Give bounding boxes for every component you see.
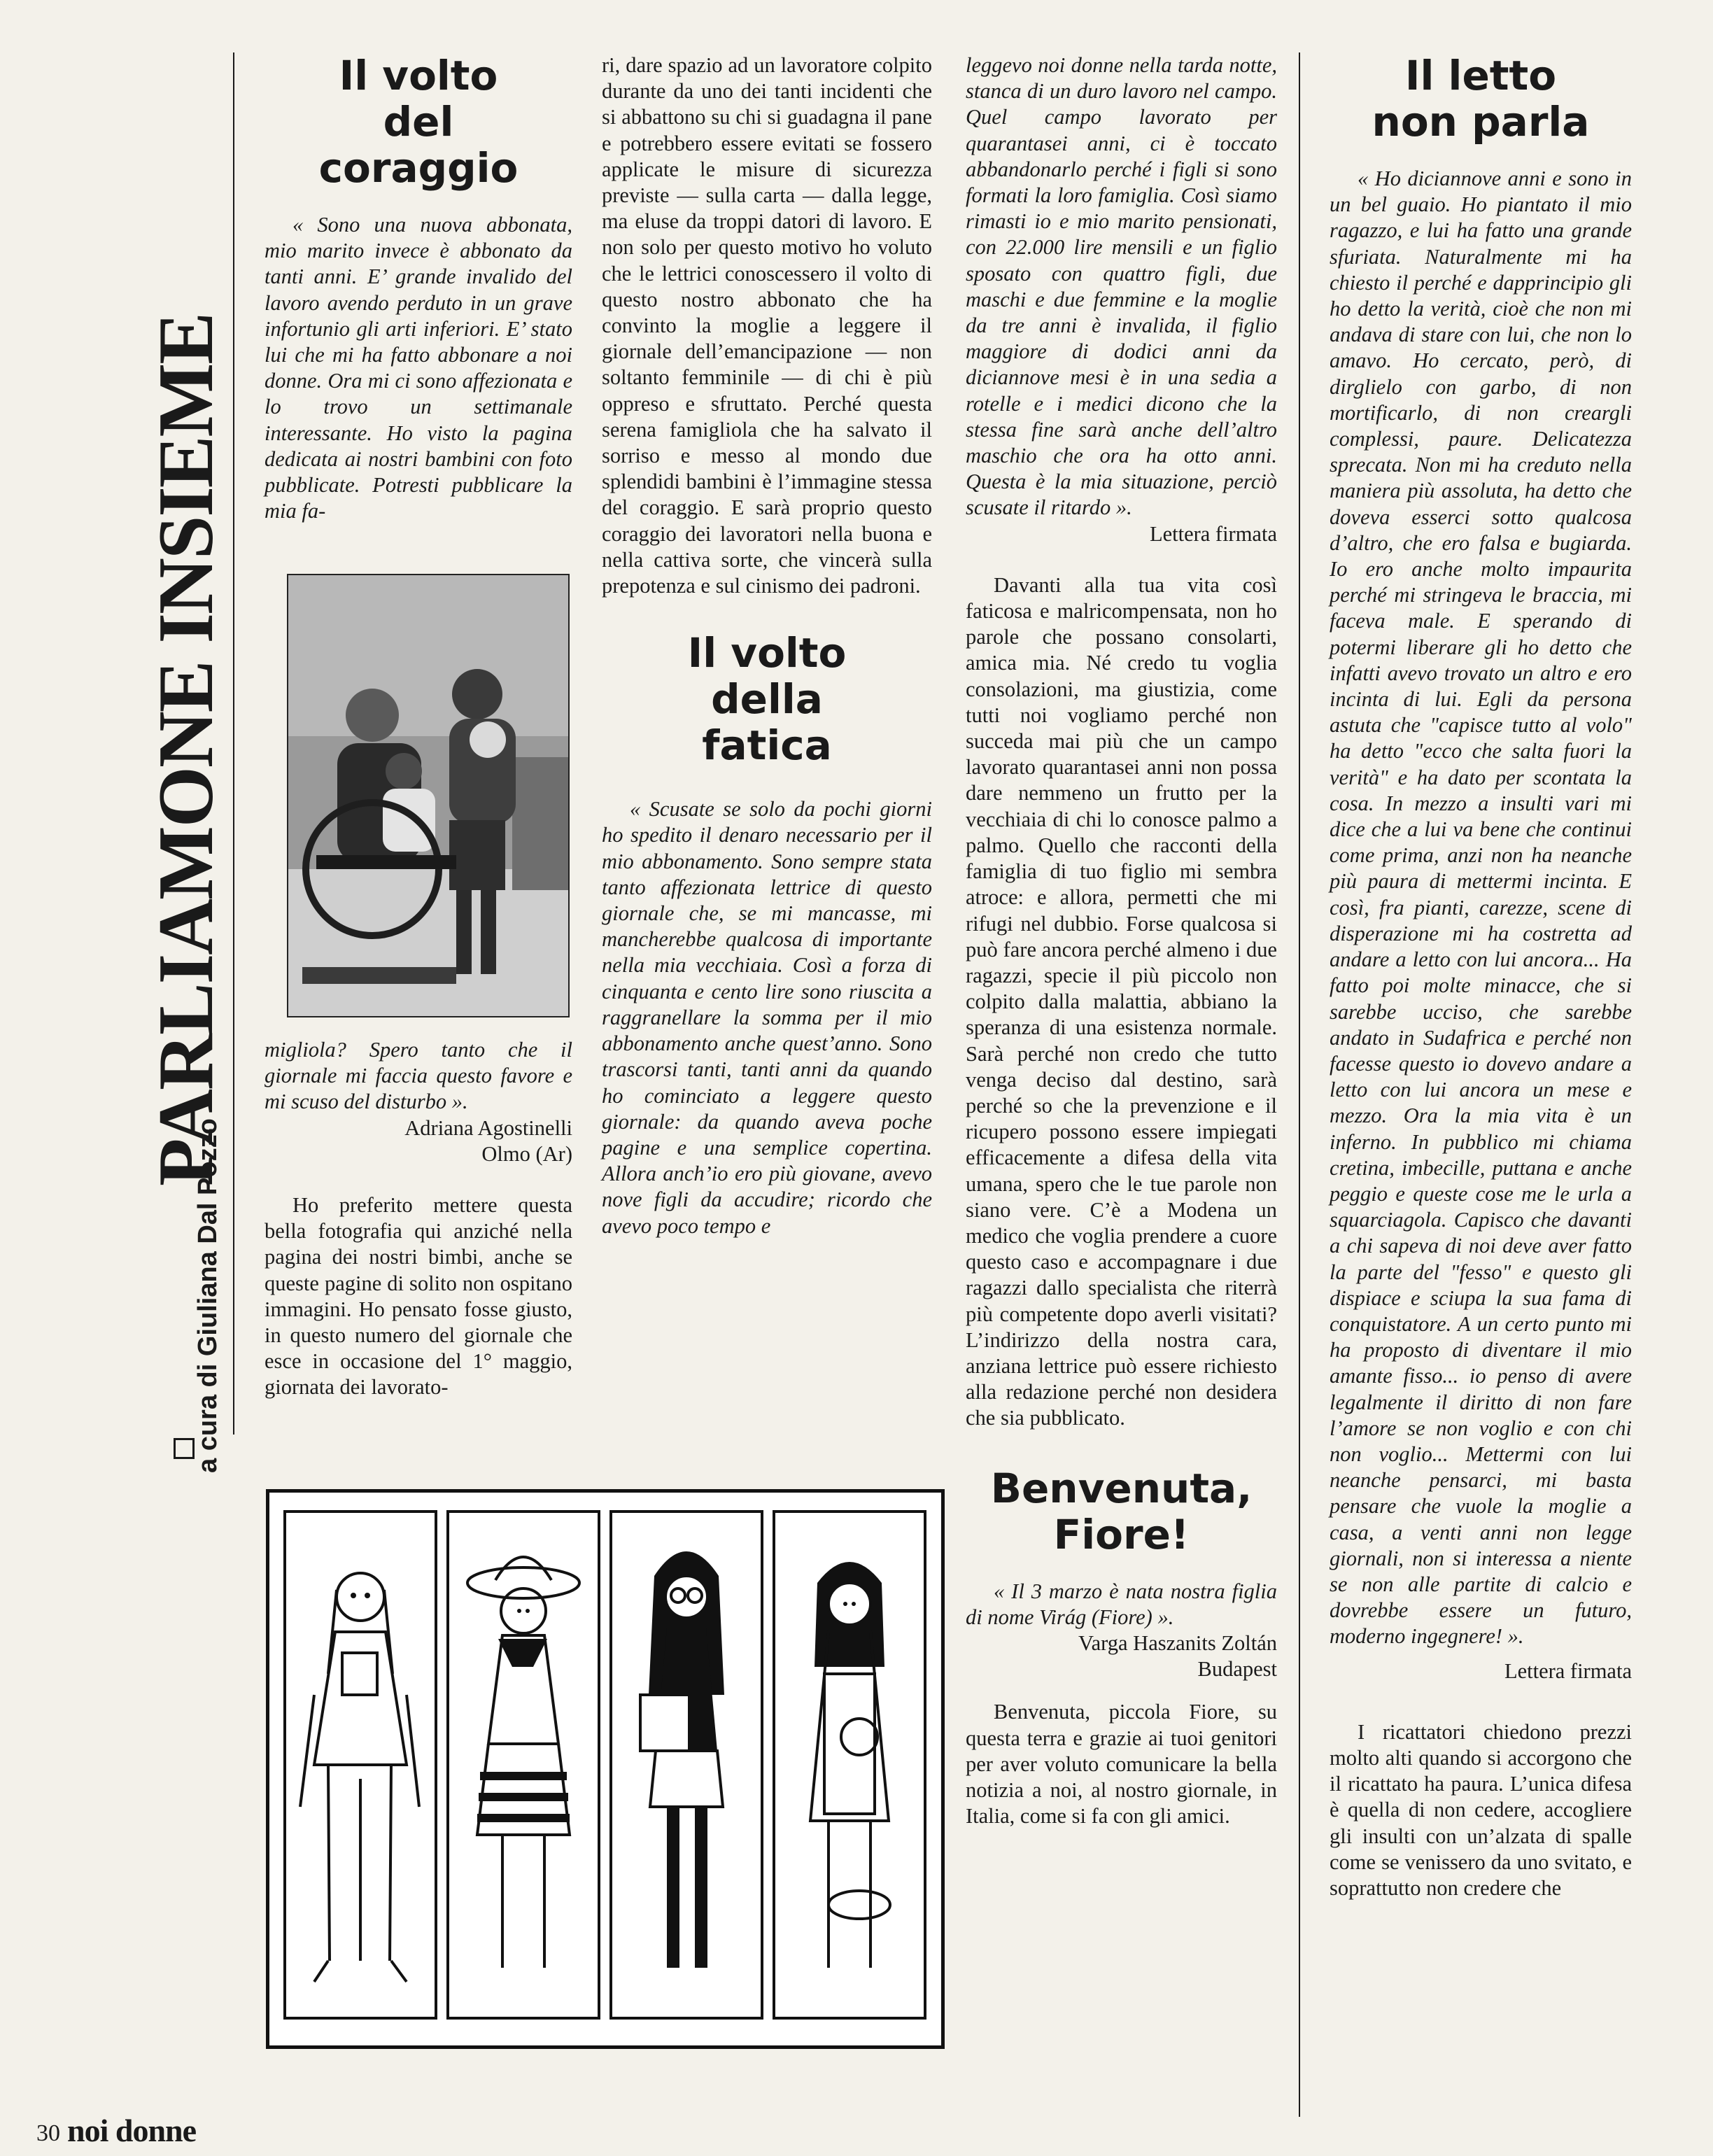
page-number: 30 xyxy=(36,2120,60,2146)
illustration-panel-worker xyxy=(283,1510,437,2020)
article-2-letter-part1: « Scusate se solo da pochi giorni ho spedito il denaro necessario per il mio abbonamento. Sono sempre stata tanto affezionata lettrice di questo giornale che, se mi mancasse, mi mancherebbe qualcosa di importante nella mia vecchiaia. Così a forza di cinquanta e cento lire sono riuscita a raggranellare la somma per il mio abbonamento anche quest’anno. Sono trascorsi tanti, tanti anni da quando ho cominciato a leggere questo giornale: da quando aveva poche pagine e una semplice copertina. Allora anch’io ero più giovane, avevo nove figli da accudire; ricordo che avevo poco tempo e xyxy=(602,797,932,1238)
article-2-letter-part2: leggevo noi donne nella tarda notte, stanca di un duro lavoro nel campo. Quel campo lavorato per quarantasei anni, ci è toccato abbandonarlo perché i figli si sono formati la loro famiglia. Così siamo rimasti io e mio marito pensionati, con 22.000 lire mensili e un figlio sposato con quattro figli, due maschi e due femmine e la moglie da tre anni è invalida, il figlio maggiore di dodici anni da diciannove mesi è in una sedia a rotelle e i medici dicono che la stessa fine sarà anche dell’altro maschio che ora ha otto anni. Questa è la mia situazione, perciò scusate il ritardo ». xyxy=(966,53,1277,520)
family-photo xyxy=(287,574,570,1017)
title-line: fatica xyxy=(702,721,832,770)
title-line: Il letto xyxy=(1404,52,1557,99)
article-1-title xyxy=(265,52,572,191)
article-1-letter-cont: migliola? Spero tanto che il giornale mi faccia questo favore e mi scuso del disturbo ». xyxy=(265,1038,572,1114)
illustration-panel-student xyxy=(609,1510,763,2020)
column-4 xyxy=(1330,52,1632,1901)
article-4-letter: « Ho diciannove anni e sono in un bel guaio. Ho piantato il mio ragazzo, e lui ha fatto una grande sfuriata. Naturalmente mi ha chiesto il perché e dapprincipio gli ho detto la verità, cioè che non mi andava di stare con lui, che non lo amavo. Ho cercato, però, di dirglielo con garbo, di non mortificarlo, di non creargli complessi, paure. Delicatezza sprecata. Non mi ha creduto nella maniera più assoluta, ha detto che doveva esserci sotto qualcosa d’altro, che ero falsa e bugiarda. Io ero anche molto impaurita perché mi stringeva le braccia, mi faceva male. E sperando di potermi liberare gli ho detto che infatti avevo trovato un altro e ero incinta di lui. Egli da persona astuta che "capisce tutto al volo" ha detto "ecco che salta fuori la verità" e ha dato per scontata la cosa. In mezzo a insulti vari mi dice che a lui va bene che continui come prima, anzi non ha neanche più paura di mettermi incinta. E così, fra pianti, carezze, scene di disperazione mi ha costretta ad andare a letto con lui ancora... Ha fatto poi molte minacce, che si sarebbe ucciso, che sarebbe andato in Sudafrica e perché non facesse questo io dovevo andare a letto con lui ancora un mese e mezzo. Ora la mia vita è un inferno. In pubblico mi chiama cretina, imbecille, puttana e anche peggio e queste cose me le urla a squarciagola. Capisco che davanti a chi sapeva di noi deve aver fatto la parte del "fesso" e questo gli dispiace e sciupa la sua fama di conquistatore. A un certo punto mi ha proposto di diventare il mio amante fisso... io penso di avere legalmente il diritto di non fare l’amore se non voglio e con chi non voglio... Mettermi con lui neanche pensarci, mi basta pensare che vuole la moglie a casa, a venti anni non legge giornali, non si interessa a niente se non alle partite di calcio e dovrebbe essere un futuro, moderno ingegnere! ». xyxy=(1330,167,1632,1649)
woman-worker-drawing xyxy=(286,1513,435,2017)
article-1-reply-part1: Ho preferito mettere questa bella fotografia qui anziché nella pagina dei nostri bimbi, anche se queste pagine di solito non ospitano immagini. Ho pensato fosse giusto, in questo numero del giornale che esce in occasione del 1° maggio, giornata dei lavorato- xyxy=(265,1193,572,1400)
article-1-letter: « Sono una nuova abbonata, mio marito invece è abbonato da tanti anni. E’ grande invalido del lavoro avendo perduto in un grave infortunio gli arti inferiori. E’ stato lui che mi ha fatto abbonare a noi donne. Ora mi ci sono affezionata e lo trovo un settimanale interessante. Ho visto la pagina dedicata ai nostri bambini con foto pubblicate. Potresti pubblicare la mia fa- xyxy=(265,213,572,523)
column-1-lower xyxy=(265,1037,572,1401)
article-4-reply: I ricattatori chiedono prezzi molto alti quando si accorgono che il ricattato ha paura. L’unica difesa è quella di non cedere, accogliere gli insulti con un’alzata di spalle come se venissero da uno svitato, e soprattutto non credere che xyxy=(1330,1719,1632,1900)
article-4-signature: Lettera firmata xyxy=(1504,1658,1632,1683)
column-rule xyxy=(233,52,234,1435)
article-1-reply-part2: ri, dare spazio ad un lavoratore colpito durante da uno dei tanti incidenti che si abbattono su chi si guadagna il pane e potrebbero essere evitati se fossero applicate le misure di sicurezza previste — sulla carta — dalla legge, ma eluse da troppi datori di lavoro. E non solo per questo motivo ho voluto che le lettrici conoscessero il volto di questo nostro abbonato che ha convinto la moglie a leggere il giornale dell’emancipazione — non soltanto femminile — di chi è più oppreso e sfruttato. Perché questa serena famigliola che ha salvato il sorriso e messo al mondo due splendidi bambini è l’immagine stessa del coraggio. E sarà proprio questo coraggio dei lavoratori nella buona e nella cattiva sorte, che vincerà sulla prepotenza e sul cinismo dei padroni. xyxy=(602,53,932,598)
title-line: Il volto xyxy=(687,629,847,677)
title-line: Il volto xyxy=(339,52,498,99)
women-illustration xyxy=(266,1489,945,2049)
woman-student-drawing xyxy=(612,1513,761,2017)
magazine-logo: noi donne xyxy=(67,2113,197,2148)
woman-mother-drawing xyxy=(775,1513,924,2017)
checkbox-square-icon xyxy=(174,1438,195,1459)
illustration-panel-farmer xyxy=(446,1510,600,2020)
article-2-signature: Lettera firmata xyxy=(1149,521,1277,546)
article-2-reply: Davanti alla tua vita così faticosa e malricompensata, non ho parole che possano consolarti, amica mia. Né credo tu voglia consolazioni, ma giustizia, come tutti noi vogliamo perché non succeda mai più che un campo lavorato quarantasei anni non possa dare nemmeno un frutto per la vecchiaia di chi lo conosce palmo a palmo. Quello che racconti della famiglia di tuo figlio mi sembra atroce: e allora, permetti che mi rifugi nel dubbio. Forse qualcosa si può fare ancora perché almeno i due ragazzi, specie il più piccolo non colpito dalla malattia, abbiano la speranza di una esistenza normale. Sarà perché non credo che tutto venga deciso dal destino, sarà perché so che la prevenzione e il ricupero possono essere impiegati efficacemente a difesa della vita umana, spero che le tue parole non siano vere. C’è a Modena un medico che voglia prendere a cuore questo caso e accompagnare i due ragazzi dallo specialista che riterrà più competente dopo averli visitati? L’indirizzo della nostra cara, anziana lettrice può essere richiesto alla redazione perché non desidera che sia pubblicato. xyxy=(966,572,1277,1430)
article-1-signature-place: Olmo (Ar) xyxy=(481,1141,572,1166)
article-2-title xyxy=(602,630,932,768)
article-3-signature-name: Varga Haszanits Zoltán xyxy=(1078,1630,1277,1655)
article-3-reply: Benvenuta, piccola Fiore, su questa terra e grazie ai tuoi genitori per aver voluto comunicare la bella notizia a noi, al nostro giornale, in Italia, come si fa con gli amici. xyxy=(966,1700,1277,1829)
title-line: della xyxy=(711,675,823,724)
rubric-title: PARLIAMONE INSIEME xyxy=(143,313,230,1186)
article-3-letter: « Il 3 marzo è nata nostra figlia di nome Virág (Fiore) ». xyxy=(966,1579,1277,1629)
title-line: del xyxy=(383,98,454,146)
title-line: coraggio xyxy=(318,144,519,192)
rubric-credit: a cura di Giuliana Dal Pozzo xyxy=(193,1118,223,1473)
column-3 xyxy=(966,52,1277,1829)
column-2 xyxy=(602,52,932,1239)
title-line: Fiore! xyxy=(1053,1510,1190,1558)
title-line: non parla xyxy=(1372,98,1590,146)
article-1-signature-name: Adriana Agostinelli xyxy=(404,1115,572,1140)
title-line: Benvenuta, xyxy=(990,1464,1253,1512)
illustration-panel-mother xyxy=(773,1510,926,2020)
family-photo-image xyxy=(288,575,568,1016)
column-1 xyxy=(265,52,572,524)
woman-farmer-drawing xyxy=(449,1513,598,2017)
column-rule xyxy=(1299,52,1300,2117)
article-3-title xyxy=(966,1465,1277,1558)
article-3-signature-place: Budapest xyxy=(1197,1657,1277,1682)
article-4-title xyxy=(1330,52,1632,145)
